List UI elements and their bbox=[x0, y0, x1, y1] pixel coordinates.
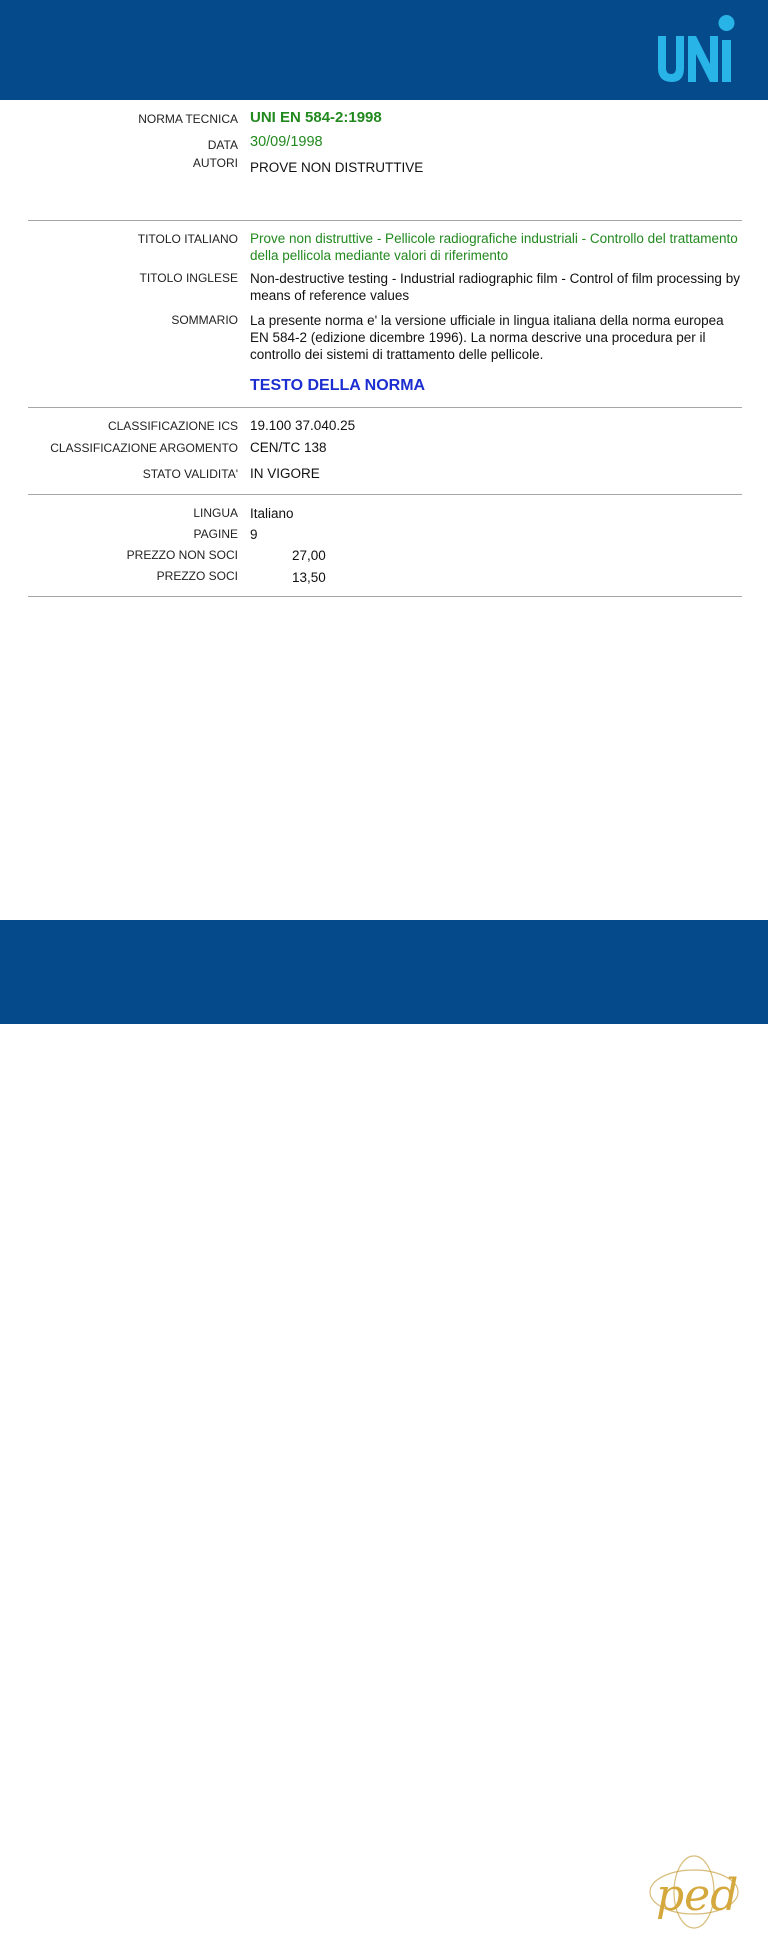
divider bbox=[28, 407, 742, 408]
divider bbox=[28, 220, 742, 221]
row-prezzo-soci bbox=[28, 568, 742, 588]
testo-della-norma-link[interactable]: TESTO DELLA NORMA bbox=[250, 377, 426, 394]
row-autori bbox=[28, 156, 742, 176]
row-norma-tecnica bbox=[28, 109, 742, 131]
classificazione-ics-label: CLASSIFICAZIONE ICS bbox=[107, 419, 238, 433]
classificazione-argomento-label: CLASSIFICAZIONE ARGOMENTO bbox=[50, 441, 238, 455]
row-titolo-inglese bbox=[28, 269, 742, 305]
row-sommario bbox=[28, 311, 742, 365]
lingua-label: LINGUA bbox=[193, 506, 238, 520]
row-testo-norma bbox=[28, 377, 742, 399]
classificazione-argomento-value: CEN/TC 138 bbox=[250, 440, 327, 455]
prezzo-non-soci-value: 27,00 bbox=[292, 548, 326, 563]
classificazione-ics-value: 19.100 37.040.25 bbox=[250, 418, 356, 433]
sommario-value: La presente norma e' la versione ufficiale in lingua italiana della norma europea EN 584-2 (edizione dicembre 1996). La norma descrive una procedura per il controllo dei sistemi di trattamento delle pellicole. bbox=[250, 313, 724, 362]
autori-value: PROVE NON DISTRUTTIVE bbox=[250, 160, 424, 175]
stato-validita-value: IN VIGORE bbox=[250, 466, 320, 481]
row-lingua bbox=[28, 504, 742, 524]
prezzo-non-soci-label: PREZZO NON SOCI bbox=[126, 548, 238, 562]
svg-text:UNI: UNI bbox=[654, 10, 656, 11]
row-classificazione-ics bbox=[28, 417, 742, 437]
row-pagine bbox=[28, 525, 742, 545]
row-classificazione-argomento bbox=[28, 438, 742, 458]
divider bbox=[28, 494, 742, 495]
divider bbox=[28, 596, 742, 597]
titolo-italiano-label: TITOLO ITALIANO bbox=[137, 232, 238, 246]
pagine-label: PAGINE bbox=[193, 527, 238, 541]
row-titolo-italiano bbox=[28, 229, 742, 265]
ped-logo bbox=[646, 1850, 746, 1938]
footer-banner bbox=[0, 920, 768, 1921]
lingua-value: Italiano bbox=[250, 506, 294, 521]
titolo-inglese-value: Non-destructive testing - Industrial radiographic film - Control of film processing by means of reference values bbox=[250, 271, 740, 303]
ped-logo-text: ped bbox=[656, 1870, 739, 1921]
pagine-value: 9 bbox=[250, 527, 258, 542]
sommario-label: SOMMARIO bbox=[171, 313, 238, 327]
stato-validita-label: STATO VALIDITA' bbox=[142, 467, 238, 481]
norma-tecnica-label: NORMA TECNICA bbox=[138, 112, 238, 126]
header-banner bbox=[0, 0, 768, 100]
row-prezzo-non-soci bbox=[28, 546, 742, 566]
row-data bbox=[28, 134, 742, 154]
norma-tecnica-value: UNI EN 584-2:1998 bbox=[250, 109, 382, 126]
uni-logo bbox=[654, 10, 740, 86]
data-label: DATA bbox=[207, 138, 238, 152]
data-value: 30/09/1998 bbox=[250, 134, 323, 150]
autori-label: AUTORI bbox=[192, 156, 238, 170]
row-stato-validita bbox=[28, 464, 742, 484]
prezzo-soci-label: PREZZO SOCI bbox=[156, 569, 238, 583]
titolo-italiano-value: Prove non distruttive - Pellicole radiografiche industriali - Controllo del trattamento della pellicola mediante valori di riferimento bbox=[250, 231, 738, 263]
titolo-inglese-label: TITOLO INGLESE bbox=[139, 271, 238, 285]
prezzo-soci-value: 13,50 bbox=[292, 570, 326, 585]
